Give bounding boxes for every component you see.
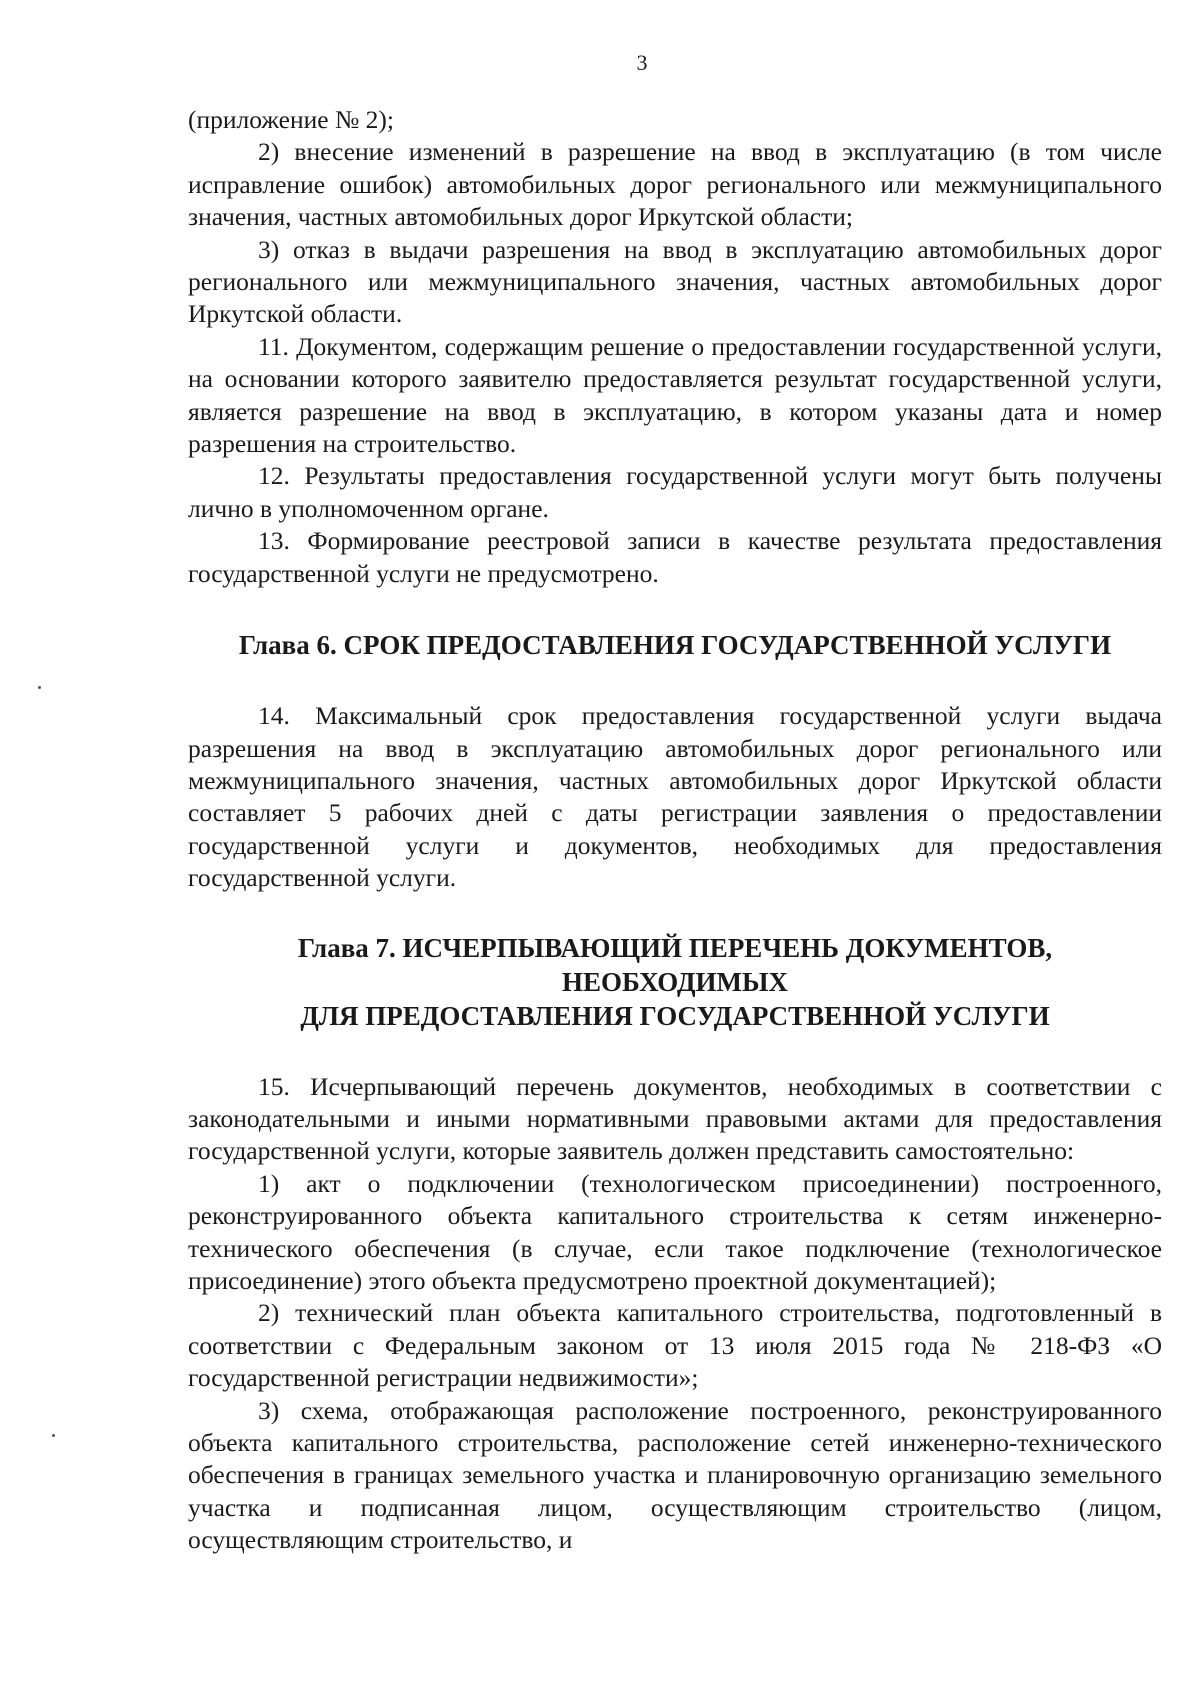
paragraph: 12. Результаты предоставления государственной услуги могут быть получены лично в уполномоченном органе. (188, 461, 1162, 523)
chapter-7-heading-line-1: Глава 7. ИСЧЕРПЫВАЮЩИЙ ПЕРЕЧЕНЬ ДОКУМЕНТОВ, НЕОБХОДИМЫХ (297, 932, 1053, 997)
scan-speck (38, 686, 41, 689)
paragraph: 3) схема, отображающая расположение построенного, реконструированного объекта капитального строительства, расположение сетей инженерно-технического обеспечения в границах земельного участка и планировочную организацию земельного участка и подписанная лицом, осуществляющим строительство (лицом, осуществляющим строительство, и (188, 1395, 1162, 1555)
chapter-7-heading-line-2: ДЛЯ ПРЕДОСТАВЛЕНИЯ ГОСУДАРСТВЕННОЙ УСЛУГИ (300, 1000, 1050, 1031)
paragraph: 2) внесение изменений в разрешение на ввод в эксплуатацию (в том числе исправление ошибок) автомобильных дорог регионального или межмуниципального значения, частных автомобильных дорог Иркутской области; (188, 137, 1162, 232)
chapter-7-body (188, 1071, 1162, 1557)
paragraph: 11. Документом, содержащим решение о предоставлении государственной услуги, на основании которого заявителю предоставляется результат государственной услуги, является разрешение на ввод в эксплуатацию, в котором указаны дата и номер разрешения на строительство. (188, 331, 1162, 459)
paragraph: 15. Исчерпывающий перечень документов, необходимых в соответствии с законодательными и иными нормативными правовыми актами для предоставления государственной услуги, которые заявитель должен представить самостоятельно: (188, 1071, 1162, 1166)
paragraph: 14. Максимальный срок предоставления государственной услуги выдача разрешения на ввод в эксплуатацию автомобильных дорог регионального или межмуниципального значения, частных автомобильных дорог Иркутской области составляет 5 рабочих дней с даты регистрации заявления о предоставлении государственной услуги и документов, необходимых для предоставления государственной услуги. (188, 701, 1162, 893)
chapter-6-heading: Глава 6. СРОК ПРЕДОСТАВЛЕНИЯ ГОСУДАРСТВЕННОЙ УСЛУГИ (238, 630, 1112, 661)
page-number: 3 (636, 50, 648, 75)
top-block (188, 104, 1162, 590)
paragraph: 2) технический план объекта капитального строительства, подготовленный в соответствии с Федеральным законом от 13 июля 2015 года № 218-ФЗ «О государственной регистрации недвижимости»; (188, 1298, 1162, 1393)
paragraph: (приложение № 2); (188, 105, 394, 134)
document-body (188, 104, 1162, 1557)
paragraph: 13. Формирование реестровой записи в качестве результата предоставления государственной услуги не предусмотрено. (188, 526, 1162, 588)
scan-speck (52, 1434, 55, 1437)
chapter-7-heading (188, 931, 1162, 1033)
chapter-6-body (188, 700, 1162, 894)
paragraph: 3) отказ в выдачи разрешения на ввод в эксплуатацию автомобильных дорог регионального или межмуниципального значения, частных автомобильных дорог Иркутской области. (188, 234, 1162, 329)
paragraph: 1) акт о подключении (технологическом присоединении) построенного, реконструированного объекта капитального строительства к сетям инженерно-технического обеспечения (в случае, если такое подключение (технологическое присоединение) этого объекта предусмотрено проектной документацией); (188, 1168, 1162, 1295)
